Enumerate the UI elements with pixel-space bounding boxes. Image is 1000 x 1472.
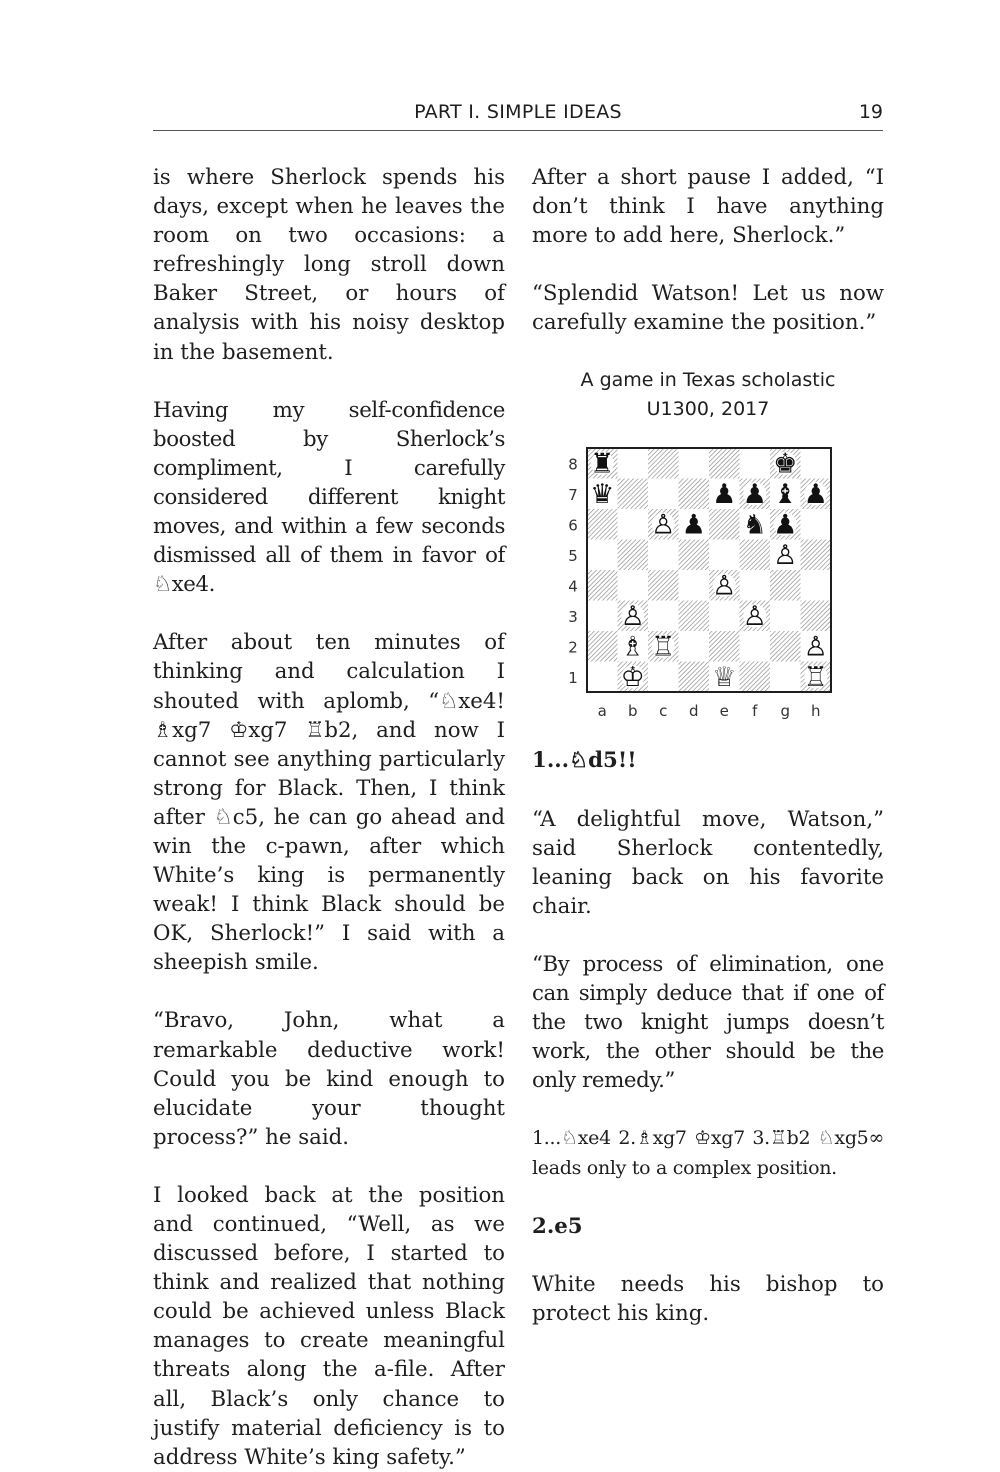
rank-label: 4 bbox=[568, 577, 578, 596]
square-a4 bbox=[587, 570, 618, 601]
square-g3 bbox=[770, 601, 801, 632]
paragraph: “Bravo, John, what a remarkable deductive work! Could you be kind enough to elucidate your thought process?” he said. bbox=[153, 1008, 505, 1150]
square-a3 bbox=[587, 601, 618, 632]
rank-label: 1 bbox=[568, 669, 578, 688]
white-pawn-icon: ♙ bbox=[773, 540, 798, 572]
diagram-caption bbox=[532, 366, 884, 424]
square-d7 bbox=[679, 479, 710, 510]
black-pawn-icon: ♟ bbox=[803, 479, 828, 511]
square-b4 bbox=[618, 570, 649, 601]
file-label: b bbox=[627, 702, 638, 721]
paragraph: After about ten minutes of thinking and calculation I shouted with aplomb, “♘xe4! ♗xg7 ♔xg7 ♖b2, and now I cannot see anything particularly strong for Black. Then, I think after ♘c5, he can go ahead and win the c-pawn, after which White’s king is permanently weak! I think Black should be OK, Sherlock!” I said with a sheepish smile. bbox=[153, 630, 505, 976]
file-label: c bbox=[659, 702, 668, 721]
square-a1 bbox=[587, 662, 618, 693]
paragraph: I looked back at the position and continued, “Well, as we discussed before, I started to think and realized that nothing could be achieved unless Black manages to create meaningful threats along the a-file. After all, Black’s only chance to justify material deficiency is to address White’s king safety.” bbox=[153, 1182, 505, 1470]
square-e3 bbox=[709, 601, 740, 632]
square-a2 bbox=[587, 631, 618, 662]
square-a5 bbox=[587, 540, 618, 571]
square-d4 bbox=[679, 570, 710, 601]
square-d5 bbox=[679, 540, 710, 571]
square-h8 bbox=[801, 448, 832, 479]
rank-label: 7 bbox=[568, 486, 578, 505]
paragraph: After a short pause I added, “I don’t think I have anything more to add here, Sherlock.” bbox=[532, 165, 884, 249]
white-pawn-icon: ♙ bbox=[620, 601, 645, 633]
square-f5 bbox=[740, 540, 771, 571]
file-label: e bbox=[719, 702, 729, 721]
right-column bbox=[532, 163, 884, 1328]
white-rook-icon: ♖ bbox=[803, 662, 828, 694]
rank-label: 5 bbox=[568, 547, 578, 566]
square-b6 bbox=[618, 509, 649, 540]
square-h3 bbox=[801, 601, 832, 632]
paragraph: Having my self-confidence boosted by Sherlock’s compliment, I carefully considered different knight moves, and within a few seconds dismissed all of them in favor of ♘xe4. bbox=[153, 397, 505, 598]
file-label: h bbox=[810, 702, 821, 721]
caption-line: U1300, 2017 bbox=[646, 398, 770, 421]
square-c3 bbox=[648, 601, 679, 632]
square-c4 bbox=[648, 570, 679, 601]
paragraph: “Splendid Watson! Let us now carefully examine the position.” bbox=[532, 281, 884, 336]
black-pawn-icon: ♟ bbox=[712, 479, 737, 511]
square-g2 bbox=[770, 631, 801, 662]
square-c7 bbox=[648, 479, 679, 510]
black-king-icon: ♚ bbox=[773, 448, 798, 480]
square-d3 bbox=[679, 601, 710, 632]
paragraph: “A delightful move, Watson,” said Sherlock contentedly, leaning back on his favorite chair. bbox=[532, 806, 884, 919]
black-knight-icon: ♞ bbox=[742, 509, 767, 541]
square-a6 bbox=[587, 509, 618, 540]
square-d1 bbox=[679, 662, 710, 693]
square-g1 bbox=[770, 662, 801, 693]
page-number: 19 bbox=[858, 101, 883, 123]
square-e8 bbox=[709, 448, 740, 479]
black-pawn-icon: ♟ bbox=[773, 509, 798, 541]
square-h5 bbox=[801, 540, 832, 571]
square-c8 bbox=[648, 448, 679, 479]
page-header bbox=[153, 100, 883, 131]
square-h4 bbox=[801, 570, 832, 601]
square-f1 bbox=[740, 662, 771, 693]
running-title: PART I. SIMPLE IDEAS bbox=[414, 101, 622, 123]
white-pawn-icon: ♙ bbox=[651, 509, 676, 541]
rank-label: 3 bbox=[568, 608, 578, 627]
move-heading: 1...♘d5!! bbox=[532, 748, 637, 774]
file-label: a bbox=[597, 702, 607, 721]
black-bishop-icon: ♝ bbox=[773, 479, 798, 511]
rank-label: 6 bbox=[568, 516, 578, 535]
file-label: g bbox=[780, 702, 791, 721]
square-e6 bbox=[709, 509, 740, 540]
square-d8 bbox=[679, 448, 710, 479]
black-rook-icon: ♜ bbox=[590, 448, 615, 480]
variation-line: 1...♘xe4 2.♗xg7 ♔xg7 3.♖b2 ♘xg5∞ leads only to a complex position. bbox=[532, 1127, 884, 1179]
square-c5 bbox=[648, 540, 679, 571]
file-label: d bbox=[688, 702, 699, 721]
white-bishop-icon: ♗ bbox=[620, 631, 645, 663]
square-b5 bbox=[618, 540, 649, 571]
square-h6 bbox=[801, 509, 832, 540]
file-label: f bbox=[752, 702, 758, 721]
black-queen-icon: ♛ bbox=[590, 479, 615, 511]
square-e5 bbox=[709, 540, 740, 571]
paragraph: White needs his bishop to protect his king. bbox=[532, 1271, 884, 1326]
black-pawn-icon: ♟ bbox=[681, 509, 706, 541]
square-f4 bbox=[740, 570, 771, 601]
caption-line: A game in Texas scholastic bbox=[580, 369, 836, 392]
white-queen-icon: ♕ bbox=[712, 662, 737, 694]
chess-board bbox=[532, 444, 884, 724]
move-heading: 2.e5 bbox=[532, 1213, 583, 1239]
white-pawn-icon: ♙ bbox=[803, 631, 828, 663]
paragraph: is where Sherlock spends his days, except when he leaves the room on two occasions: a refreshingly long stroll down Baker Street, or hours of analysis with his noisy desktop in the basement. bbox=[153, 165, 505, 365]
white-rook-icon: ♖ bbox=[651, 631, 676, 663]
square-e2 bbox=[709, 631, 740, 662]
rank-label: 8 bbox=[568, 455, 578, 474]
rank-label: 2 bbox=[568, 638, 578, 657]
square-g4 bbox=[770, 570, 801, 601]
white-king-icon: ♔ bbox=[620, 662, 645, 694]
black-pawn-icon: ♟ bbox=[742, 479, 767, 511]
square-f2 bbox=[740, 631, 771, 662]
square-b7 bbox=[618, 479, 649, 510]
square-b8 bbox=[618, 448, 649, 479]
square-c1 bbox=[648, 662, 679, 693]
left-column bbox=[153, 163, 505, 1472]
chess-diagram bbox=[532, 444, 884, 724]
white-pawn-icon: ♙ bbox=[712, 570, 737, 602]
square-d2 bbox=[679, 631, 710, 662]
paragraph: “By process of elimination, one can simply deduce that if one of the two knight jumps doesn’t work, the other should be the only remedy.” bbox=[532, 951, 884, 1094]
square-f8 bbox=[740, 448, 771, 479]
white-pawn-icon: ♙ bbox=[742, 601, 767, 633]
